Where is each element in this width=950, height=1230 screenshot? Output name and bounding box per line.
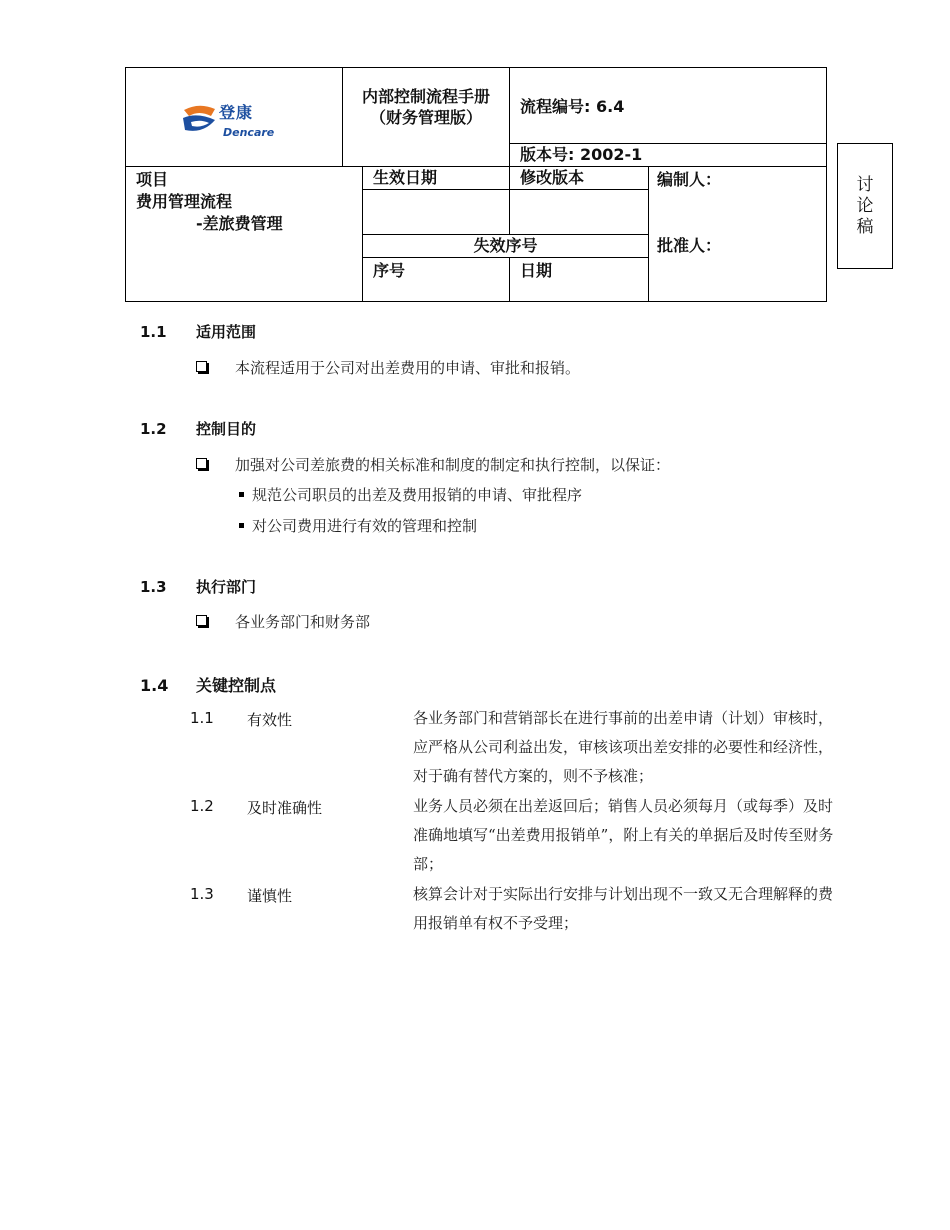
manual-title: 内部控制流程手册 <box>362 87 491 106</box>
square-bullet-icon <box>239 492 244 497</box>
project-line1: 费用管理流程 <box>136 192 233 211</box>
project-label: 项目 <box>136 170 169 189</box>
section-1-2-bullet <box>196 454 670 475</box>
effective-date-value <box>363 190 510 235</box>
header-table <box>125 67 827 302</box>
logo-cn-text: 登康 <box>219 103 254 122</box>
section-1-3-bullet <box>196 611 370 632</box>
checkbox-bullet-icon <box>196 361 207 372</box>
bullet-text: 加强对公司差旅费的相关标准和制度的制定和执行控制，以保证： <box>235 456 671 474</box>
section-number: 1.3 <box>140 578 167 596</box>
key-point-2-name: 及时准确性 <box>247 799 323 817</box>
section-1-3-heading <box>140 576 256 597</box>
section-title: 执行部门 <box>196 578 257 596</box>
checkbox-bullet-icon <box>196 615 207 626</box>
sub-bullet-text: 对公司费用进行有效的管理和控制 <box>252 517 478 535</box>
revision-label: 修改版本 <box>510 167 649 190</box>
checkbox-bullet-icon <box>196 458 207 469</box>
section-1-2-sub-bullet-1 <box>239 484 582 505</box>
manual-title-cell <box>343 68 510 167</box>
project-cell <box>126 167 363 302</box>
section-number: 1.4 <box>140 676 169 695</box>
section-1-1-heading <box>140 321 256 342</box>
key-point-1-desc: 各业务部门和营销部长在进行事前的出差申请（计划）审核时，应严格从公司利益出发，审核该项出差安排的必要性和经济性，对于确有替代方案的，则不予核准； <box>413 709 834 785</box>
section-title: 关键控制点 <box>196 676 277 695</box>
key-point-1-number: 1.1 <box>190 709 214 727</box>
section-1-2-sub-bullet-2 <box>239 515 477 536</box>
revision-value <box>510 190 649 235</box>
key-point-3-name: 谨慎性 <box>247 887 293 905</box>
approver-label: 批准人： <box>657 236 722 255</box>
draft-char-3: 稿 <box>856 216 874 237</box>
section-1-1-bullet <box>196 357 580 378</box>
draft-char-1: 讨 <box>856 174 874 195</box>
logo-mark-icon <box>181 104 219 134</box>
section-1-4-heading <box>140 673 276 696</box>
key-point-1-name: 有效性 <box>247 711 293 729</box>
square-bullet-icon <box>239 523 244 528</box>
seq-label: 序号 <box>363 258 510 302</box>
key-point-3-desc: 核算会计对于实际出行安排与计划出现不一致又无合理解释的费用报销单有权不予受理； <box>413 885 834 932</box>
key-point-2-desc: 业务人员必须在出差返回后；销售人员必须每月（或每季）及时准确地填写“出差费用报销单”，附上有关的单据后及时传至财务部； <box>413 797 834 873</box>
section-number: 1.2 <box>140 420 167 438</box>
process-code: 流程编号: 6.4 <box>510 68 827 144</box>
logo-en-text: Dencare <box>223 126 275 139</box>
section-title: 控制目的 <box>196 420 257 438</box>
logo-cell <box>126 68 343 167</box>
company-logo <box>181 102 281 138</box>
key-point-3-number: 1.3 <box>190 885 214 903</box>
bullet-text: 各业务部门和财务部 <box>235 613 371 631</box>
key-point-2-number: 1.2 <box>190 797 214 815</box>
effective-date-label: 生效日期 <box>363 167 510 190</box>
project-line2: -差旅费管理 <box>196 214 283 233</box>
manual-subtitle: （财务管理版） <box>370 108 483 127</box>
draft-stamp <box>837 143 893 269</box>
draft-char-2: 论 <box>856 195 874 216</box>
sub-bullet-text: 规范公司职员的出差及费用报销的申请、审批程序 <box>252 486 583 504</box>
editor-label: 编制人： <box>657 170 722 189</box>
expire-seq-label: 失效序号 <box>363 235 649 258</box>
section-number: 1.1 <box>140 323 167 341</box>
section-title: 适用范围 <box>196 323 257 341</box>
sign-cell <box>649 167 827 302</box>
section-1-2-heading <box>140 418 256 439</box>
version-number: 版本号: 2002-1 <box>510 144 827 167</box>
bullet-text: 本流程适用于公司对出差费用的申请、审批和报销。 <box>235 359 581 377</box>
date-label: 日期 <box>510 258 649 302</box>
